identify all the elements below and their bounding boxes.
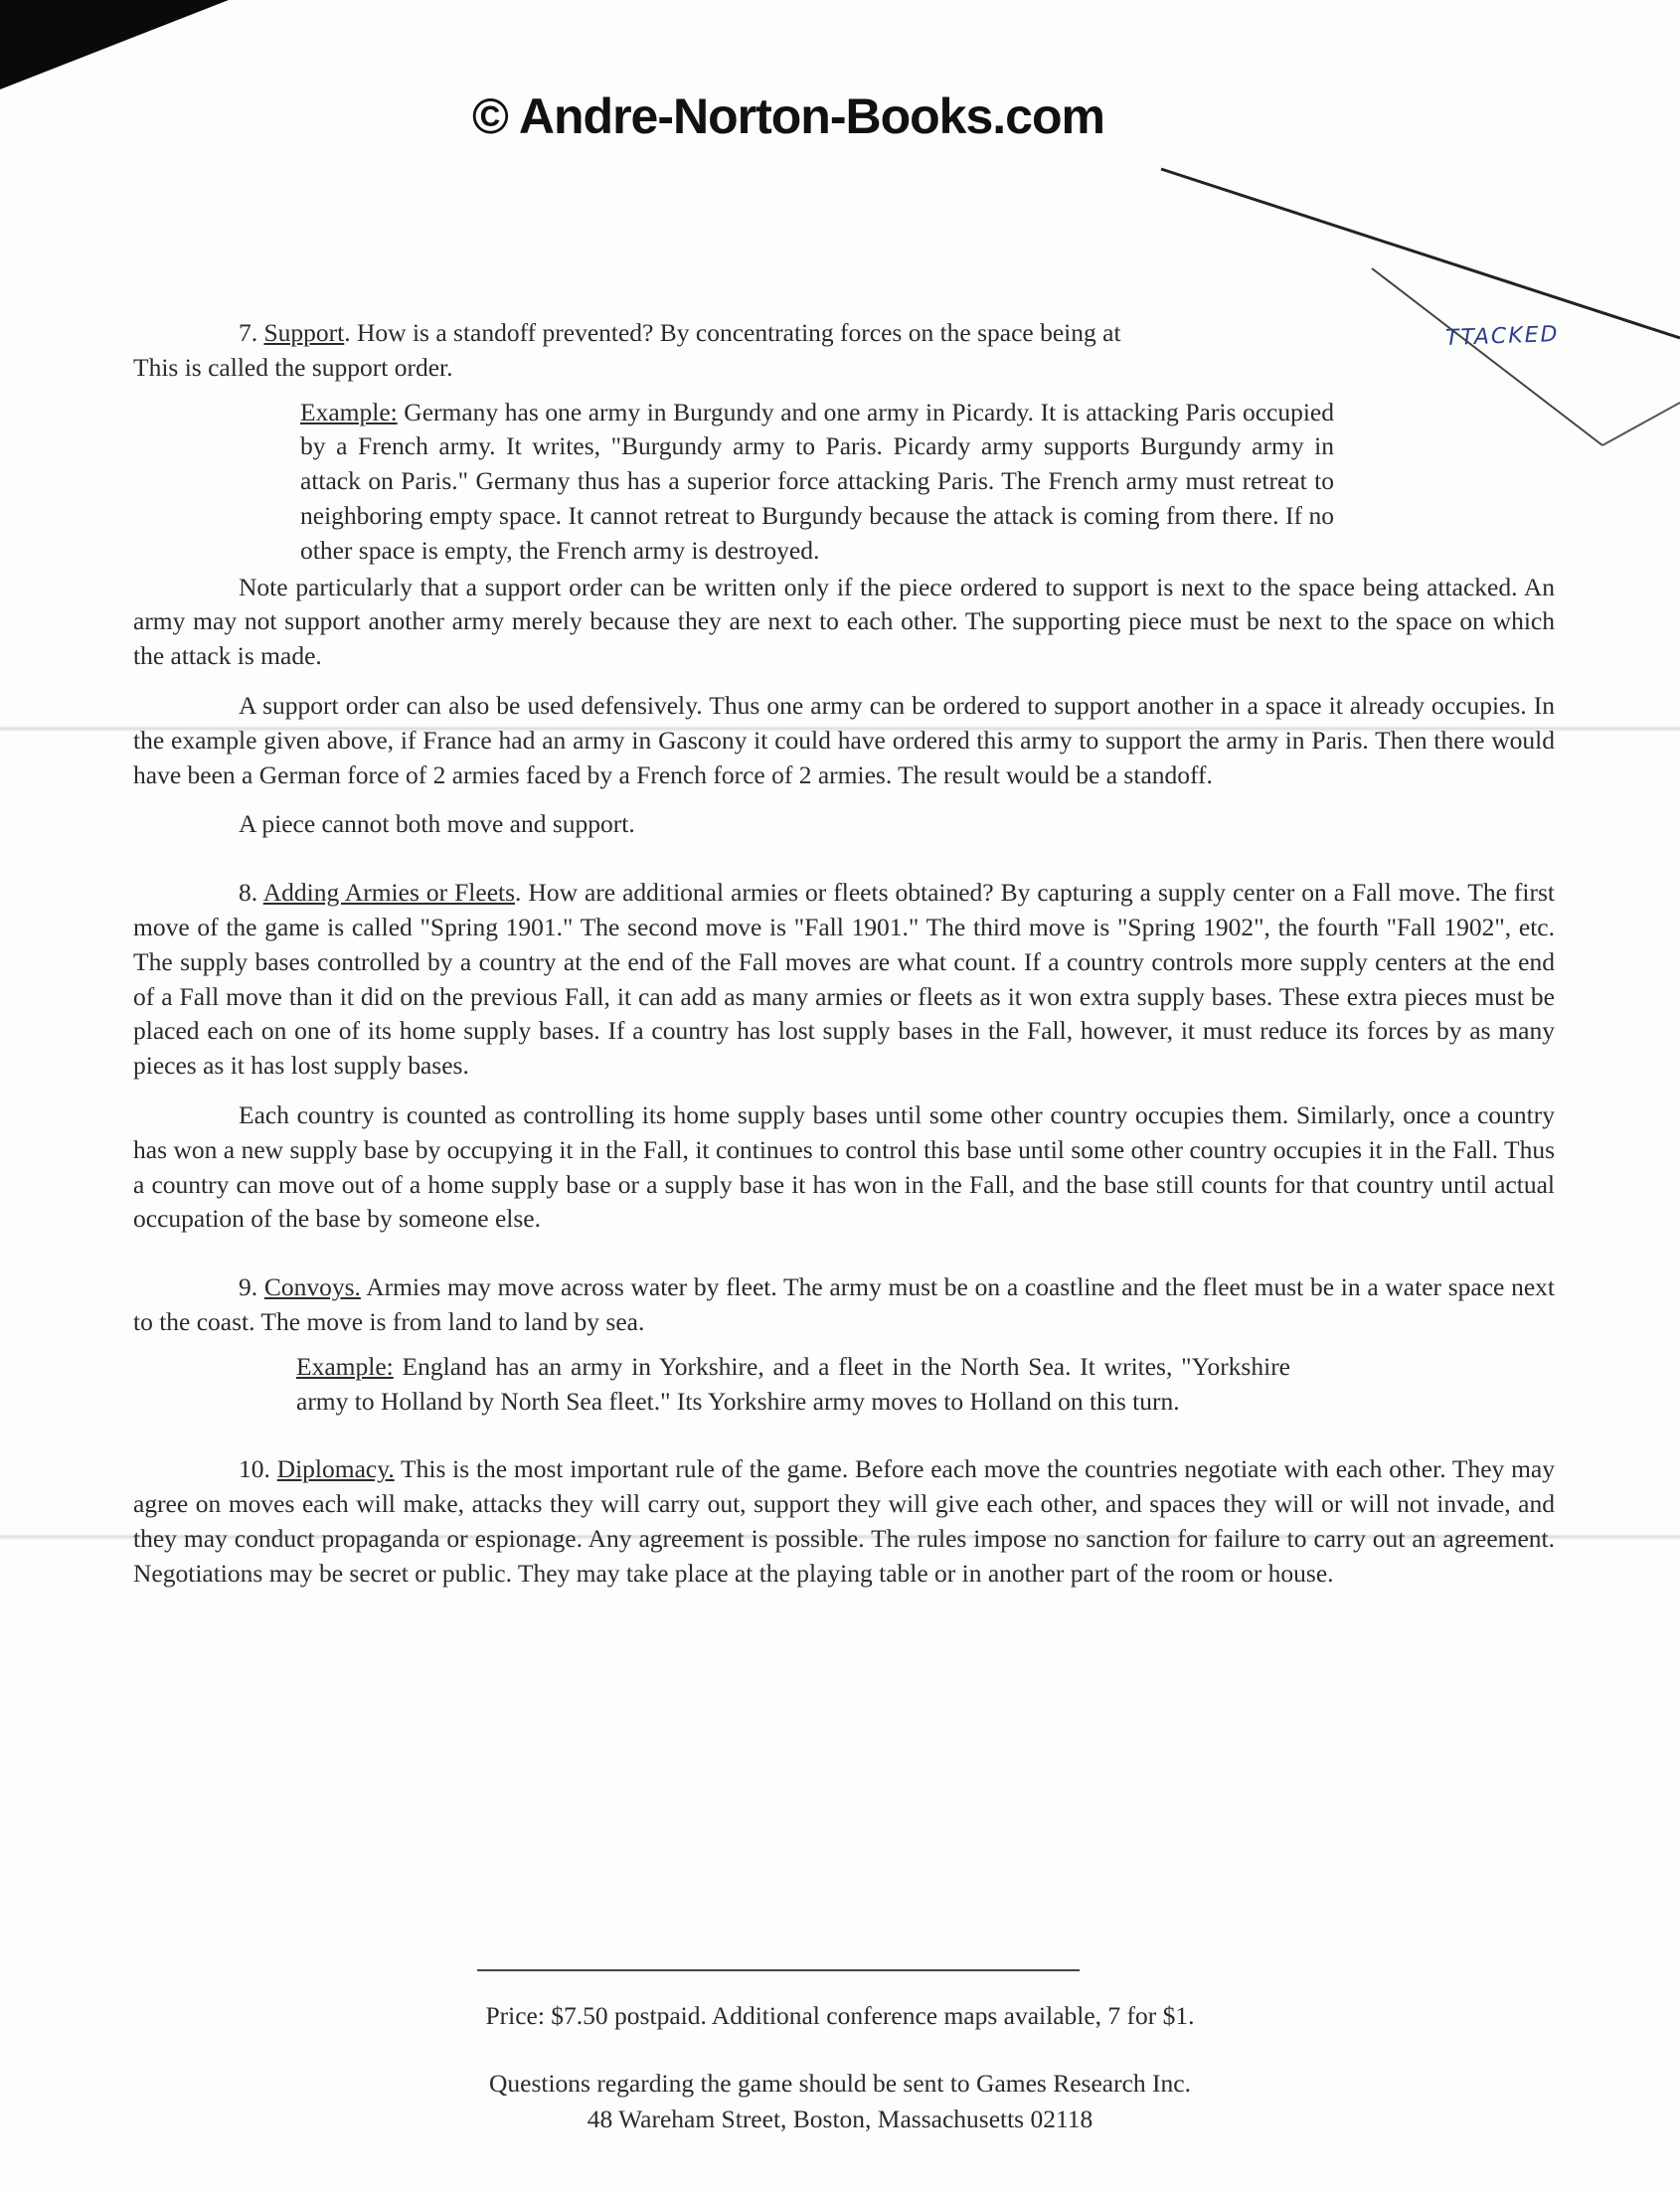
copyright-header: © Andre-Norton-Books.com <box>472 88 1104 144</box>
support-intro-cont: This is called the support order. <box>133 352 453 382</box>
section-heading-diplomacy: Diplomacy. <box>276 1454 395 1484</box>
adding-paragraph-2: Each country is counted as controlling its home supply bases until some other country occupies them. Similarly, once a country has won a new supply base by occupying it in the Fall, it continues to control this base until some other country occupies it in the Fall. Thus a country can move out of a home supply base or a supply base it has won in the Fall, and the base still counts for that country until actual occupation of the base by someone else. <box>133 1099 1555 1234</box>
section-heading-support: Support <box>263 318 345 347</box>
example-label: Example: <box>296 1351 394 1381</box>
questions-line: Questions regarding the game should be sent to Games Research Inc. <box>488 2069 1191 2098</box>
section-number: 7. <box>239 318 258 347</box>
adding-text: . How are additional armies or fleets obtained? By capturing a supply center on a Fall move. The first move of the game is called "Spring 1901." The second move is "Fall 1901." The third move is "Spring 1902", the fourth "Fall 1902", etc. The supply bases controlled by a country at the end of the Fall moves are what count. If a country controls more supply centers at the end of a Fall move than it did on the previous Fall, it can add as many armies or fleets as it won extra supply bases. These extra pieces must be placed each on one of its home supply bases. If a country has lost supply bases in the Fall, however, it must reduce its forces by as many pieces as it has lost supply bases. <box>133 878 1555 1081</box>
convoys-example <box>296 1350 1290 1420</box>
convoys-text: Armies may move across water by fleet. The army must be on a coastline and the fleet must be in a water space next to the coast. The move is from land to land by sea. <box>133 1272 1555 1336</box>
support-note: Note particularly that a support order can be written only if the piece ordered to support is next to the space being attacked. An army may not support another army merely because they are next to each other. The supporting piece must be next to the space on which the attack is made. <box>133 572 1555 671</box>
support-rule: A piece cannot both move and support. <box>239 809 635 839</box>
rules-document <box>133 316 1555 1592</box>
section-heading-adding: Adding Armies or Fleets <box>262 878 516 908</box>
support-defensive: A support order can also be used defensively. Thus one army can be ordered to support another in a space it already occupies. In the example given above, if France had an army in Gascony it could have ordered this army to support the army in Paris. Then there would have been a German force of 2 armies faced by a French force of 2 armies. The result would be a standoff. <box>133 690 1555 789</box>
section-heading-convoys: Convoys. <box>263 1272 361 1302</box>
diplomacy-paragraph <box>133 1452 1555 1591</box>
support-intro <box>133 316 1555 351</box>
support-example <box>300 396 1334 569</box>
example-text: Germany has one army in Burgundy and one army in Picardy. It is attacking Paris occupied by a French army. It writes, "Burgundy army to Paris. Picardy army supports Burgundy army in attack on Paris." Germany thus has a superior force attacking Paris. The French army must retreat to neighboring empty space. It cannot retreat to Burgundy because the attack is coming from there. If no other space is empty, the French army is destroyed. <box>300 397 1334 565</box>
footer-divider <box>477 1969 1080 1971</box>
address-line: 48 Wareham Street, Boston, Massachusetts 02118 <box>587 2105 1093 2133</box>
section-number: 9. <box>239 1272 258 1302</box>
example-text: England has an army in Yorkshire, and a fleet in the North Sea. It writes, "Yorkshire army to Holland by North Sea fleet." Its Yorkshire army moves to Holland on this turn. <box>296 1351 1290 1416</box>
price-line: Price: $7.50 postpaid. Additional conference maps available, 7 for $1. <box>485 2001 1195 2030</box>
support-intro-text: . How is a standoff prevented? By concentrating forces on the space being at <box>344 318 1121 347</box>
handwritten-annotation: TTACKED <box>1444 322 1560 351</box>
example-label: Example: <box>300 397 398 426</box>
convoys-paragraph <box>133 1270 1555 1340</box>
section-number: 8. <box>239 878 258 908</box>
section-number: 10. <box>239 1454 270 1484</box>
diplomacy-text: This is the most important rule of the game. Before each move the countries negotiate with each other. They may agree on moves each will make, attacks they will carry out, support they will give each other, and spaces they will or will not invade, and they may conduct propaganda or espionage. Any agreement is possible. The rules impose no sanction for failure to carry out an agreement. Negotiations may be secret or public. They may take place at the playing table or in another part of the room or house. <box>133 1454 1556 1588</box>
adding-paragraph <box>133 876 1555 1084</box>
